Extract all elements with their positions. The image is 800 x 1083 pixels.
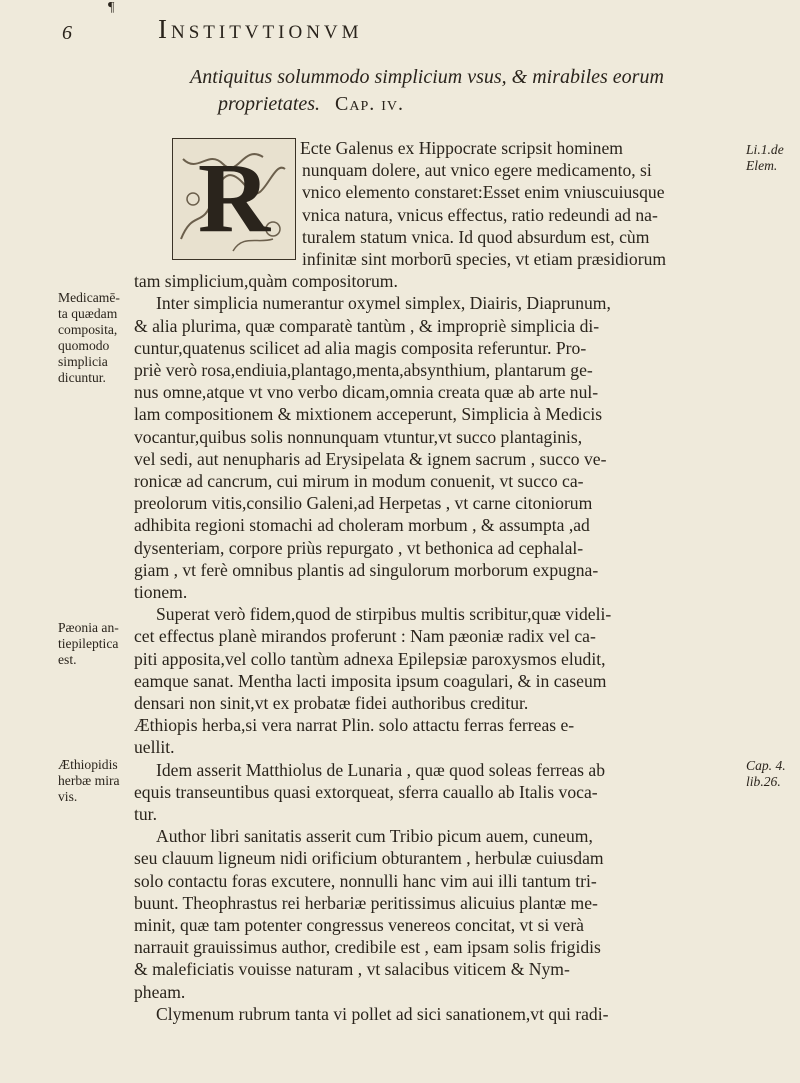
body-line: tam simplicium,quàm compositorum. [134,271,398,292]
body-line: tionem. [134,582,188,602]
body-line: seu clauum ligneum nidi orificium obturantem , herbulæ cuiusdam [134,848,604,869]
body-line: narrauit grauissimus author, credibile est , eam ipsam solis frigidis [134,937,601,958]
body-line: adhibita regioni stomachi ad choleram morbum , & assumpta ,ad [134,515,590,536]
body-line: cuntur,quatenus scilicet ad alia magis composita referuntur. Pro- [134,337,587,358]
body-line: dysenteriam, corpore priùs repurgato , vt bethonica ad cephalal- [134,537,584,558]
body-line: & maleficiatis vouisse naturam , vt salacibus viticem & Nym- [134,959,570,980]
chapter-title [190,64,750,118]
body-line: Idem asserit Matthiolus de Lunaria , quæ quod soleas ferreas ab [156,759,606,780]
body-line: Superat verò fidem,quod de stirpibus multis scribitur,quæ videli- [156,604,612,625]
body-line: buunt. Theophrastus rei herbariæ peritissimus alicuius plantæ me- [134,892,598,913]
body-line: minit, quæ tam potenter congressus venereos concitat, vt si verà [134,915,584,935]
margin-note-left: tiepileptica [58,636,119,651]
body-line: piti apposita,vel collo tantùm adnexa Epilepsiæ paroxysmos eludit, [134,648,606,669]
margin-note-left: simplicia [58,354,108,369]
body-line: cet effectus planè mirandos proferunt : Nam pæoniæ radix vel ca- [134,626,596,647]
body-line: ronicæ ad cancrum, cui mirum in modum conuenit, vt succo ca- [134,471,584,491]
margin-note-left: quomodo [58,338,110,353]
body-line: vnico elemento constaret:Esset enim vniuscuiusque [302,182,665,203]
body-line: infinitæ sint morborū species, vt etiam præsidiorum [302,249,667,269]
margin-note-left: vis. [58,789,78,804]
chapter-title-line1: Antiquitus solummodo simplicium vsus, & mirabiles eorum [190,66,664,88]
margin-note-right: Elem. [746,158,778,173]
margin-note-right: lib.26. [746,774,781,789]
body-line: tur. [134,804,157,824]
margin-note-left: Pæonia an- [58,620,119,635]
body-line: equis transeuntibus quasi extorqueat, sferra cauallo ab Italis voca- [134,781,598,802]
body-line: nunquam dolere, aut vnico egere medicamento, si [302,160,652,181]
body-line: vnica natura, vnicus effectus, ratio redeundi ad na- [302,204,658,225]
body-line: eamque sanat. Mentha lacti imposita ipsum coagulari, & in caseum [134,670,607,691]
margin-note-left: composita, [58,322,118,337]
body-line: Clymenum rubrum tanta vi pollet ad sici sanationem,vt qui radi- [156,1003,609,1024]
body-line: Author libri sanitatis asserit cum Tribio picum auem, cuneum, [156,826,593,847]
body-line: vocantur,quibus solis nonnunquam vtuntur,vt succo plantaginis, [134,426,583,447]
body-line: solo contactu foras excutere, nonnulli hanc vim aui illi tantum tri- [134,870,597,891]
body-line: preolorum vitis,consilio Galeni,ad Herpetas , vt carne citoniorum [134,493,593,514]
body-line: nus omne,atque vt vno verbo dicam,omnia creata quæ ab arte nul- [134,382,599,403]
margin-note-left: Æthiopidis [58,757,118,772]
body-line: vel sedi, aut nenupharis ad Erysipelata & ignem sacrum , succo ve- [134,448,607,469]
corner-mark: ¶ [108,0,115,15]
margin-note-left: ta quædam [58,306,118,321]
body-line: Ecte Galenus ex Hippocrate scripsit hominem [300,138,623,158]
margin-note-left: est. [58,652,77,667]
body-line: priè verò rosa,endiuia,plantago,menta,absynthium, plantarum ge- [134,360,593,380]
body-line: densari non sinit,vt ex probatæ fidei authoribus creditur. [134,693,529,713]
margin-note-left: Medicamē- [58,290,120,305]
page-number: 6 [62,22,72,44]
body-line: uellit. [134,737,175,758]
margin-note-left: herbæ mira [58,773,120,788]
margin-note-right: Li.1.de [746,142,784,157]
body-line: giam , vt ferè omnibus plantis ad singulorum morborum expugna- [134,559,599,580]
body-line: Inter simplicia numerantur oxymel simplex, Diairis, Diaprunum, [156,293,611,314]
decorated-initial [172,138,296,260]
margin-note-right: Cap. 4. [746,758,786,773]
body-line: lam compositionem & mixtionem acceperunt, Simplicia à Medicis [134,404,603,425]
margin-note-left: dicuntur. [58,370,106,385]
initial-letter: R [197,142,271,253]
body-line: pheam. [134,981,186,1002]
running-head: Institvtionvm [158,14,363,44]
chapter-title-line2 [190,91,750,118]
body-line: Æthiopis herba,si vera narrat Plin. solo attactu ferras ferreas e- [134,715,575,736]
chapter-label: Cap. iv. [335,93,405,115]
chapter-title-line2-text: proprietates. [218,93,321,115]
body-line: & alia plurima, quæ comparatè tantùm , & impropriè simplicia di- [134,315,600,336]
body-line: turalem statum vnica. Id quod absurdum est, cùm [302,226,650,247]
